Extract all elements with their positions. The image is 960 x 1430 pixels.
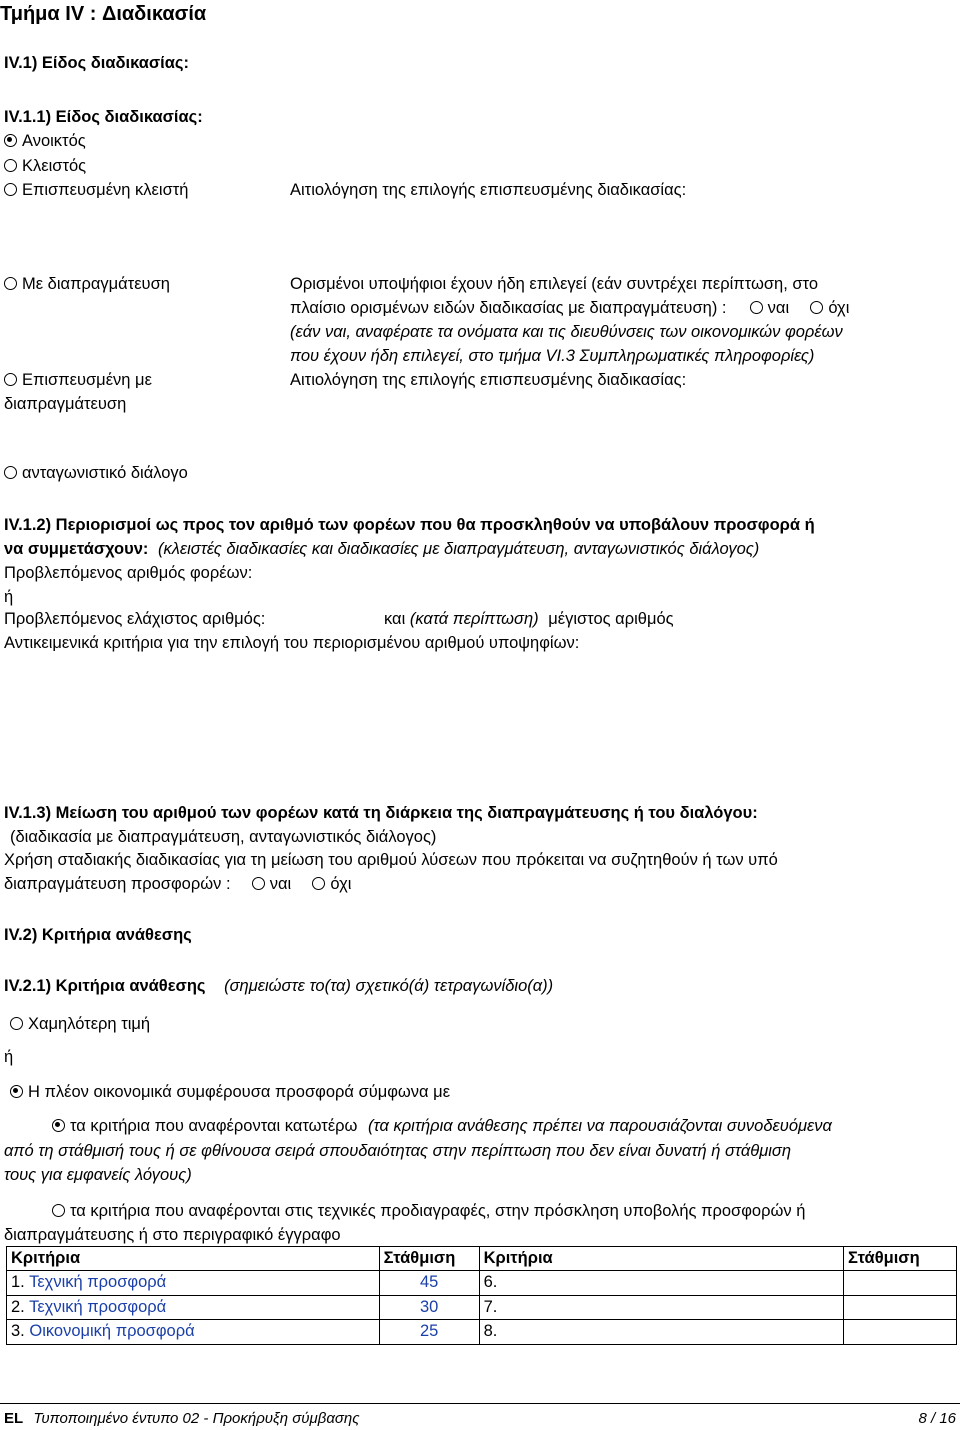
criterion-cell: 2. Τεχνική προσφορά [7,1295,380,1319]
option-competitive-dialogue[interactable]: ανταγωνιστικό διάλογο [4,462,188,486]
negotiated-italic-line2: που έχουν ήδη επιλεγεί, στο τμήμα VI.3 Συμπληρωματικές πληροφορίες) [290,347,815,365]
table-row [7,1320,957,1344]
option-accelerated-negotiated[interactable]: Επισπευσμένη με διαπραγμάτευση [4,371,152,413]
iv13-text-line2: διαπραγμάτευση προσφορών : ναι όχι [4,875,352,893]
iv11-title: IV.1.1) Είδος διαδικασίας: [4,108,203,126]
footer-page-number: 8 / 16 [918,1410,956,1427]
iv13-note: (διαδικασία με διαπραγμάτευση, ανταγωνιστικός διάλογος) [10,828,437,846]
radio-checked-icon[interactable] [52,1119,65,1132]
radio-icon[interactable] [4,466,17,479]
option-meat[interactable]: Η πλέον οικονομικά συμφέρουσα προσφορά σύμφωνα με [10,1081,450,1105]
footer-left: EL Τυποποιημένο έντυπο 02 - Προκήρυξη σύμβασης [4,1410,360,1427]
iv12-title-line2: να συμμετάσχουν: (κλειστές διαδικασίες και διαδικασίες με διαπραγμάτευση, ανταγωνιστικός διάλογος) [4,540,760,558]
header-criteria: Κριτήρια [479,1247,843,1271]
accelerated-justification: Αιτιολόγηση της επιλογής επισπευσμένης διαδικασίας: [290,181,687,199]
radio-icon[interactable] [4,277,17,290]
criterion-cell: 1. Τεχνική προσφορά [7,1271,380,1295]
weight-cell: 45 [379,1271,479,1295]
negotiated-italic-line1: (εάν ναι, αναφέρατε τα ονόματα και τις διευθύνσεις των οικονομικών φορέων [290,323,843,341]
criterion-name: Οικονομική προσφορά [29,1322,195,1341]
radio-icon[interactable] [4,373,17,386]
iv21-title-line: IV.2.1) Κριτήρια ανάθεσης (σημειώστε το(τα) σχετικό(ά) τετραγωνίδιο(α)) [4,977,554,995]
header-criteria: Κριτήρια [7,1247,380,1271]
weight-cell [844,1271,957,1295]
radio-no-icon[interactable] [312,877,325,890]
radio-icon[interactable] [10,1017,23,1030]
option-criteria-specs[interactable]: τα κριτήρια που αναφέρονται στις τεχνικές προδιαγραφές, στην πρόσκληση υποβολής προσφορών ή [52,1200,805,1224]
or-text-2: ή [4,1048,14,1066]
criterion-name: Τεχνική προσφορά [29,1297,167,1316]
radio-no-icon[interactable] [810,301,823,314]
weight-cell [844,1295,957,1319]
radio-yes-icon[interactable] [252,877,265,890]
maximum-line: και (κατά περίπτωση) μέγιστος αριθμός [384,610,674,628]
criteria-below-note-line2: από τη στάθμισή τους ή σε φθίνουσα σειρά σπουδαιότητας στην περίπτωση που δεν είναι δυνατή ή στάθμιση [4,1142,792,1160]
iv2-title: IV.2) Κριτήρια ανάθεσης [4,926,192,944]
iv13-title: IV.1.3) Μείωση του αριθμού των φορέων κατά τη διάρκεια της διαπραγμάτευσης ή του διαλόγου: [4,804,758,822]
weight-cell [844,1320,957,1344]
option-open[interactable]: Ανοικτός [4,130,86,154]
option-lowest-price[interactable]: Χαμηλότερη τιμή [10,1013,150,1037]
weight-cell: 30 [379,1295,479,1319]
iv1-title: IV.1) Είδος διαδικασίας: [4,54,189,72]
or-text: ή [4,588,14,606]
envisaged-minimum: Προβλεπόμενος ελάχιστος αριθμός: [4,610,266,628]
radio-checked-icon[interactable] [4,134,17,147]
criteria-table [6,1246,957,1345]
radio-checked-icon[interactable] [10,1085,23,1098]
accelerated-negotiated-justification: Αιτιολόγηση της επιλογής επισπευσμένης διαδικασίας: [290,371,687,389]
radio-yes-icon[interactable] [750,301,763,314]
negotiated-text-line1: Ορισμένοι υποψήφιοι έχουν ήδη επιλεγεί (εάν συντρέχει περίπτωση, στο [290,275,819,293]
iv13-text-line1: Χρήση σταδιακής διαδικασίας για τη μείωση του αριθμού λύσεων που πρόκειται να συζητηθούν ή των υπό [4,851,778,869]
weight-cell: 25 [379,1320,479,1344]
option-negotiated[interactable]: Με διαπραγμάτευση [4,273,170,297]
negotiated-text-line2: πλαίσιο ορισμένων ειδών διαδικασίας με διαπραγμάτευση) : ναι όχι [290,299,850,317]
table-row [7,1295,957,1319]
table-row [7,1271,957,1295]
option-criteria-below[interactable]: τα κριτήρια που αναφέρονται κατωτέρω (τα κριτήρια ανάθεσης πρέπει να παρουσιάζονται συνοδευόμενα [52,1115,832,1139]
criterion-cell: 8. [479,1320,843,1344]
header-weight: Στάθμιση [844,1247,957,1271]
objective-criteria: Αντικειμενικά κριτήρια για την επιλογή του περιορισμένου αριθμού υποψηφίων: [4,634,580,652]
criterion-cell: 3. Οικονομική προσφορά [7,1320,380,1344]
header-weight: Στάθμιση [379,1247,479,1271]
option-restricted[interactable]: Κλειστός [4,155,86,179]
footer-divider [0,1403,960,1404]
radio-icon[interactable] [4,159,17,172]
criteria-specs-line2: διαπραγμάτευσης ή στο περιγραφικό έγγραφο [4,1226,341,1244]
criteria-below-note-line3: τους για εμφανείς λόγους) [4,1166,192,1184]
criterion-cell: 7. [479,1295,843,1319]
table-header-row [7,1247,957,1271]
radio-icon[interactable] [52,1204,65,1217]
section-title: Τμήμα IV : Διαδικασία [0,3,207,25]
criterion-cell: 6. [479,1271,843,1295]
option-accelerated-restricted[interactable]: Επισπευσμένη κλειστή [4,179,188,203]
criterion-name: Τεχνική προσφορά [29,1273,167,1292]
radio-icon[interactable] [4,183,17,196]
envisaged-number: Προβλεπόμενος αριθμός φορέων: [4,564,253,582]
iv12-title: IV.1.2) Περιορισμοί ως προς τον αριθμό των φορέων που θα προσκληθούν να υποβάλουν προσφορά ή [4,516,815,534]
